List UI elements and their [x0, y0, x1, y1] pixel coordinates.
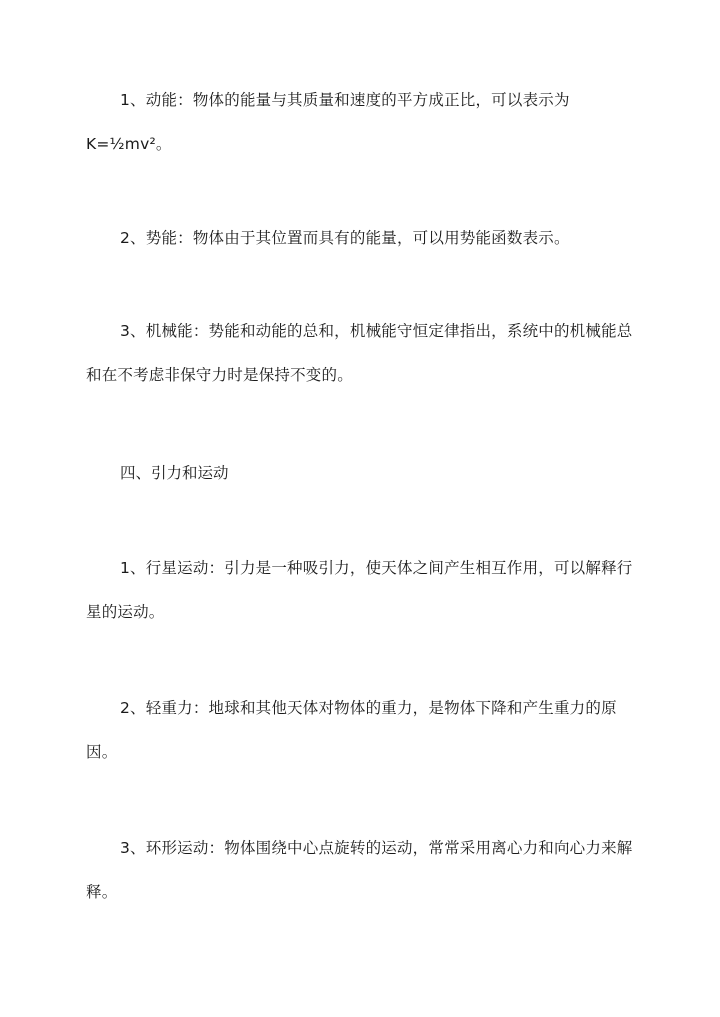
paragraph-planetary-motion: 1、行星运动：引力是一种吸引力，使天体之间产生相互作用，可以解释行星的运动。 [86, 559, 633, 621]
paragraph-circular-motion: 3、环形运动：物体围绕中心点旋转的运动，常常采用离心力和向心力来解释。 [86, 839, 633, 901]
paragraph-kinetic-energy: 1、动能：物体的能量与其质量和速度的平方成正比，可以表示为K=½mv²。 [86, 91, 570, 153]
paragraph-gravity: 2、轻重力：地球和其他天体对物体的重力，是物体下降和产生重力的原因。 [86, 699, 617, 761]
section-heading-gravity-motion: 四、引力和运动 [120, 464, 229, 482]
paragraph-mechanical-energy: 3、机械能：势能和动能的总和，机械能守恒定律指出，系统中的机械能总和在不考虑非保守力时是保持不变的。 [86, 322, 633, 384]
paragraph-potential-energy: 2、势能：物体由于其位置而具有的能量，可以用势能函数表示。 [120, 229, 570, 247]
